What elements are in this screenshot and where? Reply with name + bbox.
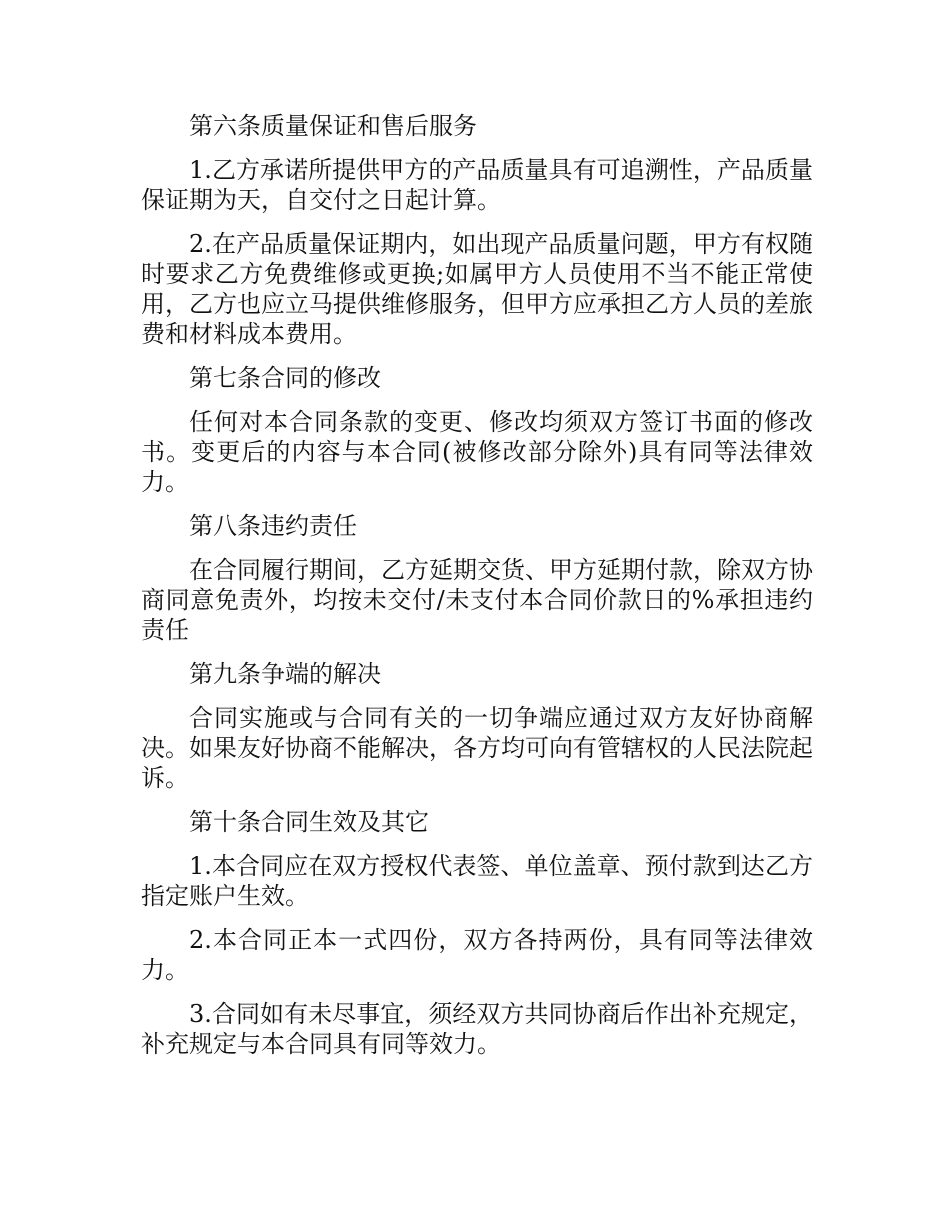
clause-10-3: 3.合同如有未尽事宜，须经双方共同协商后作出补充规定，补充规定与本合同具有同等效力。 xyxy=(141,1000,813,1058)
clause-10-1: 1.本合同应在双方授权代表签、单位盖章、预付款到达乙方指定账户生效。 xyxy=(141,852,813,910)
clause-10-2: 2.本合同正本一式四份，双方各持两份，具有同等法律效力。 xyxy=(141,926,813,984)
clause-6-2: 2.在产品质量保证期内，如出现产品质量问题，甲方有权随时要求乙方免费维修或更换;如属甲方人员使用不当不能正常使用，乙方也应立马提供维修服务，但甲方应承担乙方人员的差旅费和材料成本费用。 xyxy=(141,230,813,348)
section-heading-10: 第十条合同生效及其它 xyxy=(189,808,429,836)
section-heading-7: 第七条合同的修改 xyxy=(189,364,381,392)
section-heading-6: 第六条质量保证和售后服务 xyxy=(189,112,477,140)
clause-8: 在合同履行期间，乙方延期交货、甲方延期付款，除双方协商同意免责外，均按未交付/未支付本合同价款日的%承担违约责任 xyxy=(141,556,813,644)
clause-9: 合同实施或与合同有关的一切争端应通过双方友好协商解决。如果友好协商不能解决，各方均可向有管辖权的人民法院起诉。 xyxy=(141,704,813,792)
clause-6-1: 1.乙方承诺所提供甲方的产品质量具有可追溯性，产品质量保证期为天，自交付之日起计算。 xyxy=(141,156,813,214)
section-heading-8: 第八条违约责任 xyxy=(189,512,357,540)
document-page xyxy=(141,111,813,1073)
clause-7: 任何对本合同条款的变更、修改均须双方签订书面的修改书。变更后的内容与本合同(被修改部分除外)具有同等法律效力。 xyxy=(141,408,813,496)
section-heading-9: 第九条争端的解决 xyxy=(189,660,381,688)
